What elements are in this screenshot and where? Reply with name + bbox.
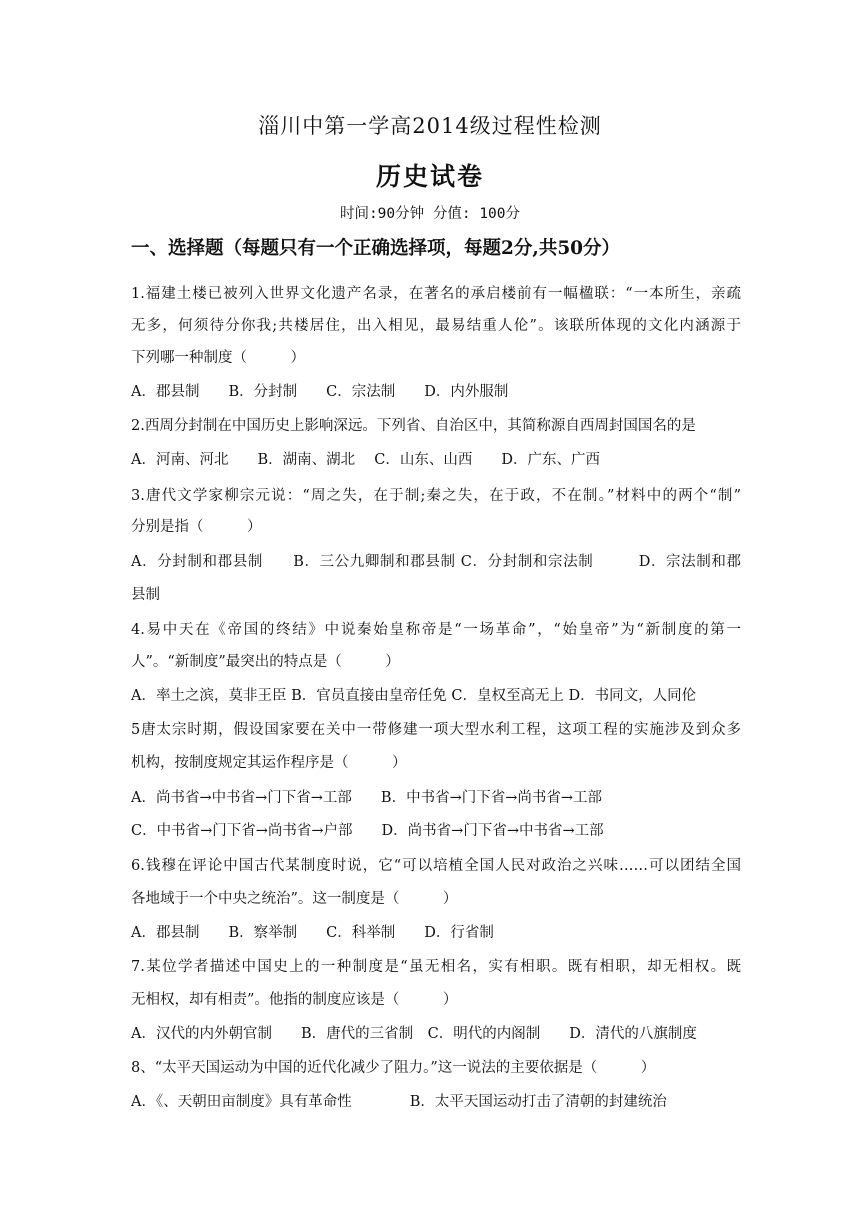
answer-options: A．河南、河北 B．湖南、湖北 C．山东、山西 D．广东、广西 — [131, 452, 600, 468]
section-heading: 一、选择题（每题只有一个正确选择项，每题2分,共50分） — [131, 238, 621, 259]
question-text: 各地域于一个中央之统治”。这一制度是（ ） — [131, 891, 458, 907]
answer-options: 县制 — [131, 587, 160, 603]
answer-options: A．郡县制 B．察举制 C．科举制 D．行省制 — [131, 925, 494, 941]
answer-options: A．汉代的内外朝官制 B．唐代的三省制 C．明代的内阁制 D．清代的八旗制度 — [131, 1026, 697, 1042]
answer-options: A．率土之滨，莫非王臣 B．官员直接由皇帝任免 C．皇权至高无上 D．书同文，人同伦 — [131, 688, 697, 704]
answer-options: A．尚书省→中书省→门下省→工部 B．中书省→门下省→尚书省→工部 — [131, 790, 603, 806]
question-text: 7.某位学者描述中国史上的一种制度是“虽无相名，实有相职。既有相职，却无相权。既 — [131, 959, 741, 975]
question-text: 1.福建土楼已被列入世界文化遗产名录，在著名的承启楼前有一幅楹联：“一本所生，亲疏 — [131, 286, 741, 302]
question-text: 无相权，却有相责”。他指的制度应该是（ ） — [131, 992, 458, 1008]
answer-options: C．中书省→门下省→尚书省→户部 D．尚书省→门下省→中书省→工部 — [131, 823, 604, 839]
exam-title: 历史试卷 — [375, 162, 484, 191]
school-title: 淄川中第一学高2014级过程性检测 — [258, 114, 602, 138]
question-text: 2.西周分封制在中国历史上影响深远。下列省、自治区中，其简称源自西周封国国名的是 — [131, 418, 696, 434]
question-text: 6.钱穆在评论中国古代某制度时说，它“可以培植全国人民对政治之兴味……可以团结全国 — [131, 858, 741, 874]
question-text: 人”。“新制度”最突出的特点是（ ） — [131, 654, 400, 670]
question-text: 3.唐代文学家柳宗元说：“周之失，在于制;秦之失，在于政，不在制。”材料中的两个“制” — [131, 488, 741, 504]
exam-meta: 时间:90分钟 分值: 100分 — [339, 206, 521, 222]
question-text: 5唐太宗时期，假设国家要在关中一带修建一项大型水利工程，这项工程的实施涉及到众多 — [131, 722, 741, 738]
question-text: 4.易中天在《帝国的终结》中说秦始皇称帝是“一场革命”，“始皇帝”为“新制度的第一 — [131, 622, 741, 638]
question-text: 无多，何须待分你我;共楼居住，出入相见，最易结重人伦”。该联所体现的文化内涵源于 — [131, 318, 741, 334]
answer-options: A．《、天朝田亩制度》具有革命性 B．太平天国运动打击了清朝的封建统治 — [131, 1094, 667, 1110]
answer-options: A．分封制和郡县制 B．三公九卿制和郡县制 C．分封制和宗法制 D．宗法制和郡 — [131, 554, 741, 570]
question-text: 8、“太平天国运动为中国的近代化减少了阻力。”这一说法的主要依据是（ ） — [131, 1060, 656, 1076]
answer-options: A．郡县制 B．分封制 C．宗法制 D．内外服制 — [131, 384, 509, 400]
question-text: 下列哪一种制度（ ） — [131, 350, 305, 366]
question-text: 机构，按制度规定其运作程序是（ ） — [131, 755, 407, 771]
question-text: 分别是指（ ） — [131, 519, 262, 535]
